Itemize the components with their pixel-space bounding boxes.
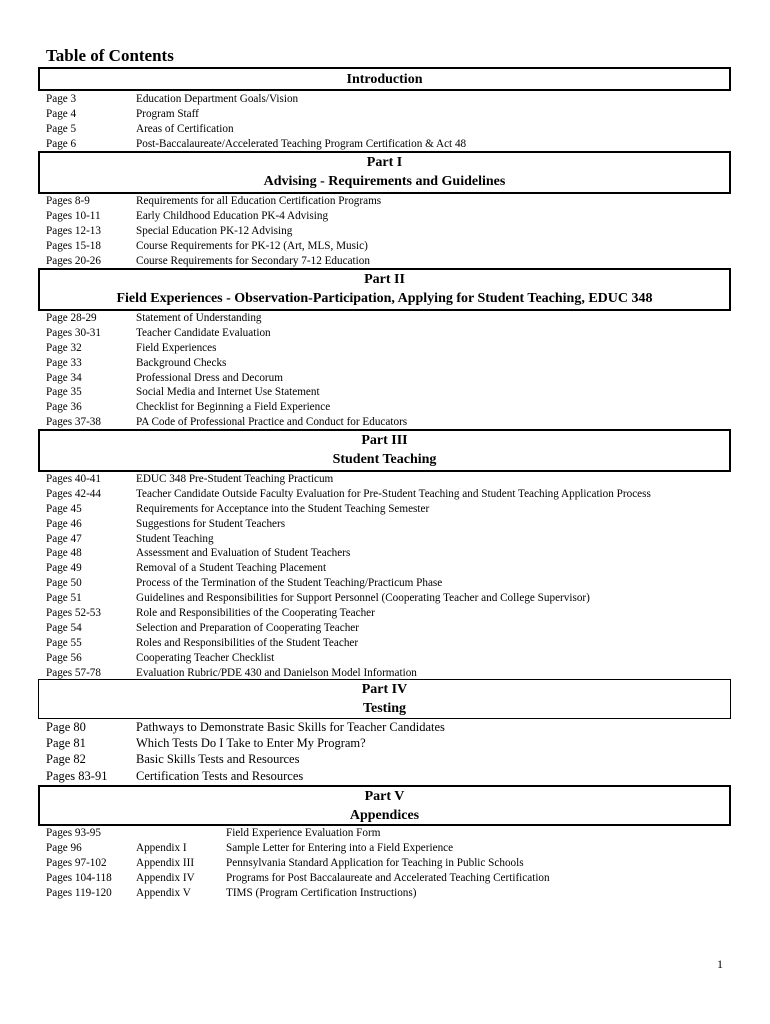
toc-entry <box>46 254 736 269</box>
toc-page: Pages 97-102 <box>46 856 107 869</box>
toc-page: Page 36 <box>46 401 82 414</box>
toc-entry <box>46 651 736 666</box>
toc-appendix: Appendix V <box>136 886 191 899</box>
toc-page: Page 48 <box>46 547 82 560</box>
page-number: 1 <box>717 957 723 971</box>
section-header-line: Advising - Requirements and Guidelines <box>263 174 506 189</box>
toc-entry <box>46 591 736 606</box>
toc-title: Requirements for all Education Certification Programs <box>136 195 382 207</box>
toc-entry <box>46 224 736 239</box>
toc-entry <box>46 546 736 561</box>
toc-title: Areas of Certification <box>136 122 234 135</box>
toc-title: Statement of Understanding <box>136 312 262 324</box>
toc-title: Student Teaching <box>136 532 214 545</box>
toc-page: Pages 30-31 <box>46 326 101 339</box>
section-header-line: Part IV <box>361 682 408 697</box>
toc-title: PA Code of Professional Practice and Conduct for Educators <box>136 416 408 429</box>
toc-page: Page 32 <box>46 341 82 354</box>
toc-page: Page 3 <box>46 93 77 105</box>
section-entries-part-4 <box>46 719 736 784</box>
toc-page: Page 35 <box>46 386 82 399</box>
toc-entry <box>46 371 736 386</box>
section-header-line: Introduction <box>346 72 423 87</box>
toc-title: Checklist for Beginning a Field Experience <box>136 401 331 414</box>
toc-title: TIMS (Program Certification Instructions) <box>226 886 417 899</box>
toc-appendix: Appendix IV <box>136 871 195 884</box>
toc-entry <box>46 886 736 901</box>
toc-entry <box>46 871 736 886</box>
toc-title: Post-Baccalaureate/Accelerated Teaching Program Certification & Act 48 <box>136 137 467 150</box>
toc-title: Field Experiences <box>136 341 217 354</box>
toc-title: Guidelines and Responsibilities for Support Personnel (Cooperating Teacher and College Supervisor) <box>136 592 590 605</box>
toc-appendix: Appendix I <box>136 841 187 854</box>
toc-entry <box>46 561 736 576</box>
toc-page: Pages 119-120 <box>46 886 112 899</box>
toc-page: Pages 40-41 <box>46 473 101 485</box>
toc-entry <box>46 636 736 651</box>
section-entries-part-2 <box>46 311 736 430</box>
toc-entry <box>46 576 736 591</box>
toc-entry <box>46 841 736 856</box>
toc-page: Pages 20-26 <box>46 254 101 267</box>
toc-page: Page 82 <box>46 752 86 767</box>
toc-page: Page 96 <box>46 841 82 854</box>
toc-entry <box>46 107 736 122</box>
section-header-line: Appendices <box>349 808 420 823</box>
toc-entry <box>46 826 736 841</box>
toc-page: Page 51 <box>46 592 82 605</box>
toc-title: Requirements for Acceptance into the Student Teaching Semester <box>136 502 430 515</box>
toc-entry <box>46 400 736 415</box>
toc-title: Basic Skills Tests and Resources <box>136 752 300 767</box>
toc-page: Page 6 <box>46 137 77 150</box>
toc-appendix: Appendix III <box>136 856 195 869</box>
section-header-introduction <box>38 67 731 91</box>
toc-page: Pages 10-11 <box>46 209 101 222</box>
toc-entry <box>46 517 736 532</box>
section-header-line: Part III <box>361 433 408 448</box>
toc-title: Cooperating Teacher Checklist <box>136 651 275 664</box>
toc-entry <box>46 239 736 254</box>
toc-appendix <box>136 826 226 841</box>
section-header-line: Field Experiences - Observation-Participation, Applying for Student Teaching, EDUC 348 <box>116 291 653 306</box>
toc-title: Field Experience Evaluation Form <box>226 827 381 839</box>
toc-title: Pennsylvania Standard Application for Teaching in Public Schools <box>226 856 524 869</box>
toc-page: Page 5 <box>46 122 77 135</box>
toc-page: Pages 57-78 <box>46 666 101 679</box>
toc-entry <box>46 194 736 209</box>
toc-page: Pages 8-9 <box>46 195 90 207</box>
section-header-line: Testing <box>362 701 407 716</box>
toc-entry <box>46 719 736 735</box>
toc-entry <box>46 326 736 341</box>
toc-entry <box>46 472 736 487</box>
toc-entry <box>46 415 736 430</box>
toc-title: Social Media and Internet Use Statement <box>136 386 320 399</box>
toc-title: Selection and Preparation of Cooperating Teacher <box>136 621 359 634</box>
toc-page: Pages 52-53 <box>46 607 101 620</box>
toc-title: Process of the Termination of the Student Teaching/Practicum Phase <box>136 577 443 590</box>
toc-page: Page 54 <box>46 621 82 634</box>
toc-entry <box>46 356 736 371</box>
toc-page: Page 80 <box>46 720 86 734</box>
toc-page: Pages 12-13 <box>46 224 101 237</box>
toc-page: Page 49 <box>46 562 82 575</box>
section-header-part-1 <box>38 151 731 194</box>
toc-page: Pages 104-118 <box>46 871 112 884</box>
toc-title: Evaluation Rubric/PDE 430 and Danielson Model Information <box>136 666 417 679</box>
toc-page: Page 56 <box>46 651 82 664</box>
toc-entry <box>46 768 736 784</box>
section-entries-part-5 <box>46 826 736 900</box>
section-header-part-5 <box>38 785 731 826</box>
toc-entry <box>46 137 736 152</box>
section-header-line: Student Teaching <box>332 452 437 467</box>
toc-entry <box>46 209 736 224</box>
toc-title: Sample Letter for Entering into a Field Experience <box>226 841 454 854</box>
toc-page: Page 55 <box>46 636 82 649</box>
toc-title: Teacher Candidate Outside Faculty Evaluation for Pre-Student Teaching and Student Teaching Application Process <box>136 487 651 500</box>
section-header-part-3 <box>38 429 731 472</box>
section-entries-introduction <box>46 92 736 152</box>
toc-title: Special Education PK-12 Advising <box>136 224 293 237</box>
section-header-line: Part II <box>364 272 405 287</box>
toc-page: Page 34 <box>46 371 82 384</box>
toc-entry <box>46 487 736 502</box>
toc-title: Role and Responsibilities of the Cooperating Teacher <box>136 607 375 620</box>
toc-title: Assessment and Evaluation of Student Teachers <box>136 547 351 560</box>
toc-page: Pages 37-38 <box>46 416 101 429</box>
section-entries-part-3 <box>46 472 736 680</box>
toc-page: Page 46 <box>46 517 82 530</box>
toc-title: Pathways to Demonstrate Basic Skills for Teacher Candidates <box>136 720 445 734</box>
toc-entry <box>46 341 736 356</box>
toc-page: Page 50 <box>46 577 82 590</box>
toc-page: Pages 42-44 <box>46 487 101 500</box>
toc-page: Pages 93-95 <box>46 827 101 839</box>
toc-title: Teacher Candidate Evaluation <box>136 326 271 339</box>
page-title: Table of Contents <box>46 46 174 65</box>
toc-title: Background Checks <box>136 356 227 369</box>
toc-entry <box>46 606 736 621</box>
toc-page: Pages 15-18 <box>46 239 101 252</box>
toc-entry <box>46 502 736 517</box>
toc-entry <box>46 92 736 107</box>
toc-page: Page 47 <box>46 532 82 545</box>
toc-title: Which Tests Do I Take to Enter My Program? <box>136 736 366 751</box>
toc-entry <box>46 735 736 751</box>
toc-page: Page 28-29 <box>46 312 97 324</box>
toc-page: Page 33 <box>46 356 82 369</box>
toc-title: Certification Tests and Resources <box>136 768 304 783</box>
toc-title: Program Staff <box>136 107 199 120</box>
toc-entry <box>46 311 736 326</box>
toc-title: Course Requirements for PK-12 (Art, MLS, Music) <box>136 239 368 252</box>
toc-title: Removal of a Student Teaching Placement <box>136 562 327 575</box>
toc-page: Page 81 <box>46 736 86 751</box>
toc-title: Course Requirements for Secondary 7-12 Education <box>136 254 370 267</box>
toc-title: Suggestions for Student Teachers <box>136 517 286 530</box>
toc-entry <box>46 122 736 137</box>
toc-title: Professional Dress and Decorum <box>136 371 283 384</box>
toc-title: Programs for Post Baccalaureate and Accelerated Teaching Certification <box>226 871 550 884</box>
toc-entry <box>46 621 736 636</box>
section-entries-part-1 <box>46 194 736 268</box>
toc-page: Pages 83-91 <box>46 768 108 783</box>
toc-title: EDUC 348 Pre-Student Teaching Practicum <box>136 473 334 485</box>
toc-entry <box>46 856 736 871</box>
toc-entry <box>46 751 736 767</box>
toc-page: Page 4 <box>46 107 77 120</box>
section-header-part-2 <box>38 268 731 311</box>
toc-title: Early Childhood Education PK-4 Advising <box>136 209 329 222</box>
section-header-part-4 <box>38 679 731 719</box>
toc-title: Education Department Goals/Vision <box>136 93 299 105</box>
section-header-line: Part V <box>364 789 405 804</box>
toc-entry <box>46 532 736 547</box>
toc-title: Roles and Responsibilities of the Student Teacher <box>136 636 359 649</box>
section-header-line: Part I <box>366 155 403 170</box>
toc-page: Page 45 <box>46 502 82 515</box>
toc-entry <box>46 385 736 400</box>
